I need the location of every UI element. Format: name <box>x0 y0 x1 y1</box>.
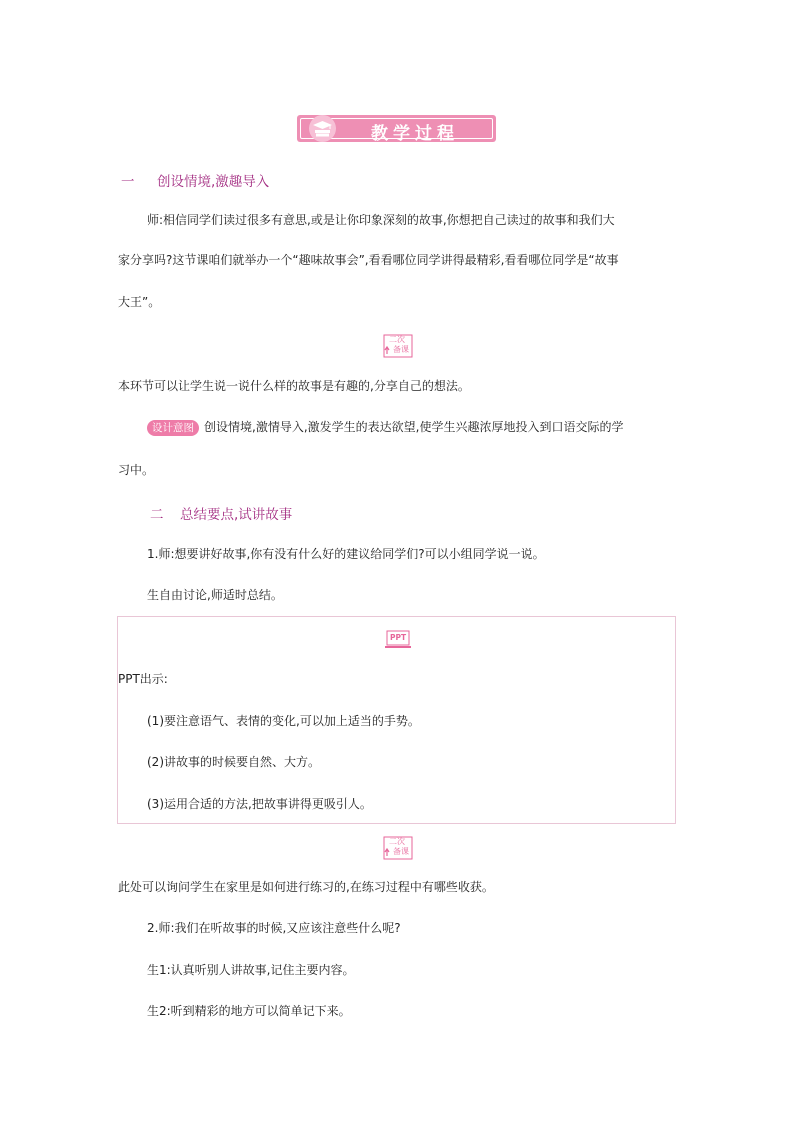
ppt-item: (3)运用合适的方法,把故事讲得更吸引人。 <box>147 797 372 811</box>
ppt-icon-text: PPT <box>390 633 407 642</box>
design-intent-tag: 设计意图 <box>147 420 199 436</box>
paragraph-line: 习中。 <box>118 463 155 477</box>
ppt-item: (2)讲故事的时候要自然、大方。 <box>147 755 320 769</box>
prep-icon-text: 二次 <box>389 335 405 344</box>
paragraph-line: 大王”。 <box>118 295 161 309</box>
section-heading-2 <box>150 503 292 523</box>
ppt-icon <box>385 630 411 650</box>
design-intent-line <box>147 420 707 436</box>
ppt-label: PPT出示: <box>118 672 168 686</box>
paragraph-line: 师:相信同学们读过很多有意思,或是让你印象深刻的故事,你想把自己读过的故事和我们大 <box>147 213 615 227</box>
section-title: 总结要点,试讲故事 <box>180 507 293 523</box>
prep-note: 本环节可以让学生说一说什么样的故事是有趣的,分享自己的想法。 <box>118 379 470 393</box>
paragraph-line: 2.师:我们在听故事的时候,又应该注意些什么呢? <box>147 921 401 935</box>
paragraph-line: 生1:认真听别人讲故事,记住主要内容。 <box>147 963 355 977</box>
prep-note: 此处可以询问学生在家里是如何进行练习的,在练习过程中有哪些收获。 <box>118 880 494 894</box>
paragraph-line: 1.师:想要讲好故事,你有没有什么好的建议给同学们?可以小组同学说一说。 <box>147 547 545 561</box>
ppt-item: (1)要注意语气、表情的变化,可以加上适当的手势。 <box>147 714 420 728</box>
paragraph-line: 家分享吗?这节课咱们就举办一个“趣味故事会”,看看哪位同学讲得最精彩,看看哪位同学是“故事 <box>118 253 619 267</box>
design-intent-text: 创设情境,激情导入,激发学生的表达欲望,使学生兴趣浓厚地投入到口语交际的学 <box>204 420 624 434</box>
section-number: 二 <box>150 507 164 523</box>
section-heading-1 <box>121 170 269 190</box>
second-prep-icon <box>383 334 413 358</box>
section-number: 一 <box>121 174 135 190</box>
paragraph-line: 生2:听到精彩的地方可以简单记下来。 <box>147 1004 351 1018</box>
second-prep-icon <box>383 836 413 860</box>
prep-icon-text: 备课 <box>393 847 409 856</box>
section-banner <box>297 115 496 142</box>
banner-title: 教学过程 <box>371 124 459 144</box>
prep-icon-text: 二次 <box>389 837 405 846</box>
paragraph-line: 生自由讨论,师适时总结。 <box>147 588 283 602</box>
prep-icon-text: 备课 <box>393 345 409 354</box>
graduation-cap-books-icon <box>309 115 336 142</box>
section-title: 创设情境,激趣导入 <box>157 174 270 190</box>
